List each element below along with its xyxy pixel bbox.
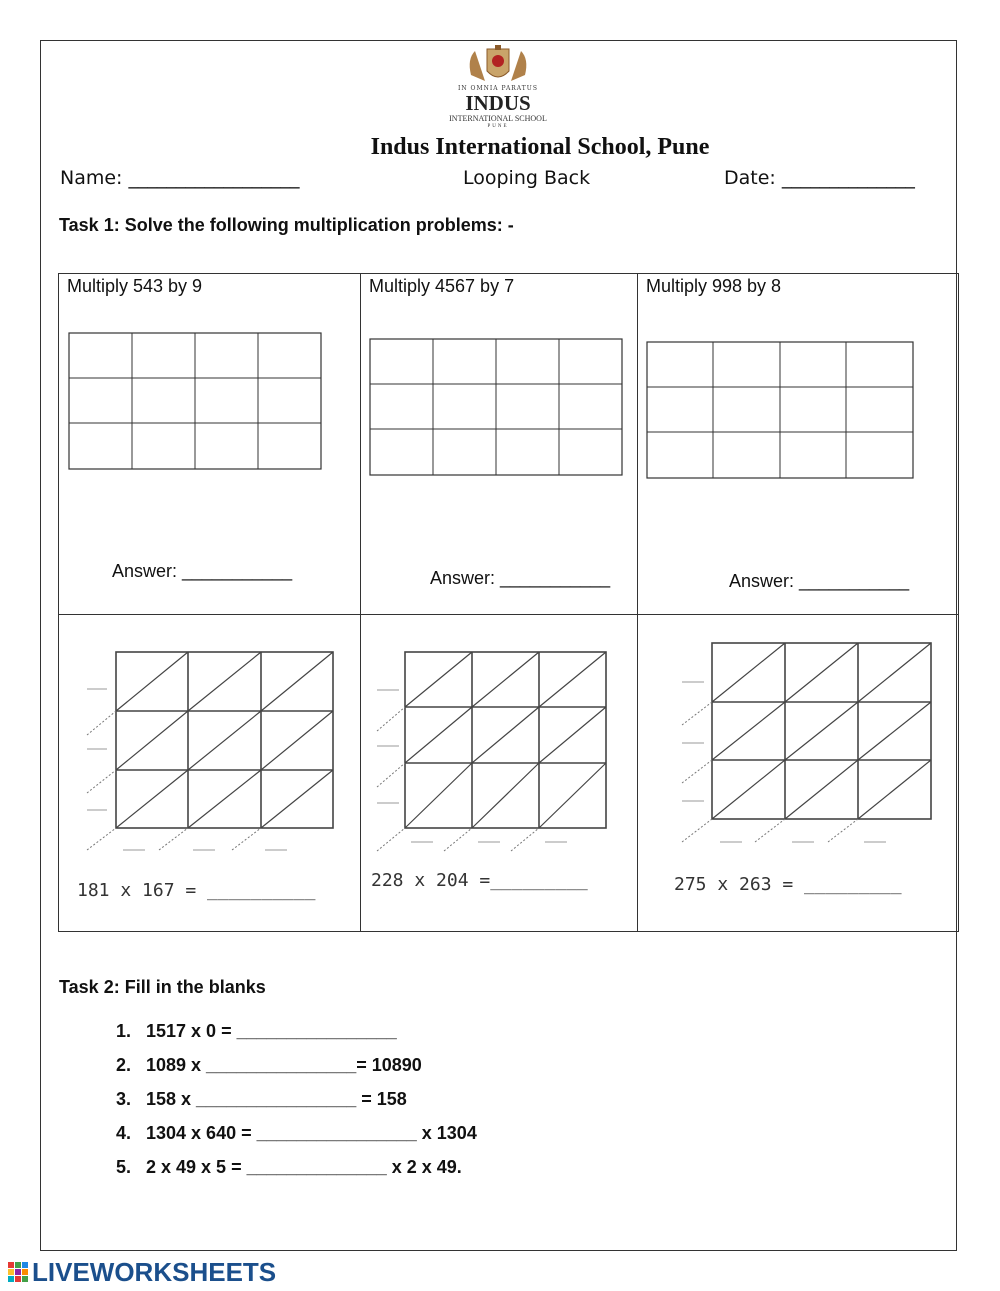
logo-motto: IN OMNIA PARATUS — [458, 85, 538, 92]
brand-blocks-icon — [8, 1262, 28, 1284]
working-grid[interactable] — [646, 341, 916, 481]
lattice-grid[interactable] — [79, 645, 339, 860]
brand-name: LIVEWORKSHEETS — [32, 1257, 277, 1287]
answer-field[interactable]: Answer: ___________ — [729, 571, 910, 591]
working-grid[interactable] — [369, 338, 625, 478]
lattice-cell — [59, 615, 361, 932]
item-text[interactable]: 158 x ________________ = 158 — [146, 1089, 407, 1109]
list-item[interactable] — [116, 1088, 477, 1122]
item-number: 3. — [116, 1089, 132, 1109]
item-text[interactable]: 2 x 49 x 5 = ______________ x 2 x 49. — [146, 1157, 462, 1177]
lattice-cell — [638, 615, 959, 932]
logo-name: INDUS — [465, 91, 531, 115]
problem-label: Multiply 543 by 9 — [67, 276, 203, 296]
crest-icon — [445, 45, 551, 87]
task2-heading: Task 2: Fill in the blanks — [59, 977, 266, 997]
item-number: 4. — [116, 1123, 132, 1143]
item-number: 5. — [116, 1157, 132, 1177]
problem-cell — [638, 274, 959, 615]
item-number: 1. — [116, 1021, 132, 1041]
school-title: Indus International School, Pune — [370, 134, 710, 160]
worksheet-topic: Looping Back — [463, 167, 591, 189]
logo-subtitle: INTERNATIONAL SCHOOL — [449, 114, 547, 123]
list-item[interactable] — [116, 1054, 477, 1088]
date-field[interactable]: Date: ______________ — [724, 167, 915, 189]
lattice-expression[interactable]: 181 x 167 = __________ — [77, 880, 316, 901]
lattice-expression[interactable]: 275 x 263 = _________ — [674, 874, 902, 895]
problem-cell — [59, 274, 361, 615]
name-field[interactable]: Name: __________________ — [60, 167, 300, 189]
fill-in-blanks-list — [116, 1020, 477, 1190]
lattice-grid[interactable] — [371, 645, 636, 860]
problem-table — [58, 273, 959, 932]
item-number: 2. — [116, 1055, 132, 1075]
item-text[interactable]: 1517 x 0 = ________________ — [146, 1021, 397, 1041]
school-logo — [445, 45, 551, 133]
answer-field[interactable]: Answer: ___________ — [112, 561, 293, 581]
problem-label: Multiply 4567 by 7 — [369, 276, 515, 296]
problem-label: Multiply 998 by 8 — [646, 276, 782, 296]
lattice-grid[interactable] — [676, 637, 936, 852]
lattice-cell — [361, 615, 638, 932]
item-text[interactable]: 1304 x 640 = ________________ x 1304 — [146, 1123, 477, 1143]
list-item[interactable] — [116, 1020, 477, 1054]
list-item[interactable] — [116, 1122, 477, 1156]
logo-city: PUNE — [487, 124, 509, 129]
answer-field[interactable]: Answer: ___________ — [430, 568, 611, 588]
working-grid[interactable] — [68, 332, 324, 472]
task1-heading: Task 1: Solve the following multiplication problems: - — [59, 215, 514, 235]
lattice-expression[interactable]: 228 x 204 =_________ — [371, 870, 588, 891]
item-text[interactable]: 1089 x _______________= 10890 — [146, 1055, 422, 1075]
problem-cell — [361, 274, 638, 615]
list-item[interactable] — [116, 1156, 477, 1190]
